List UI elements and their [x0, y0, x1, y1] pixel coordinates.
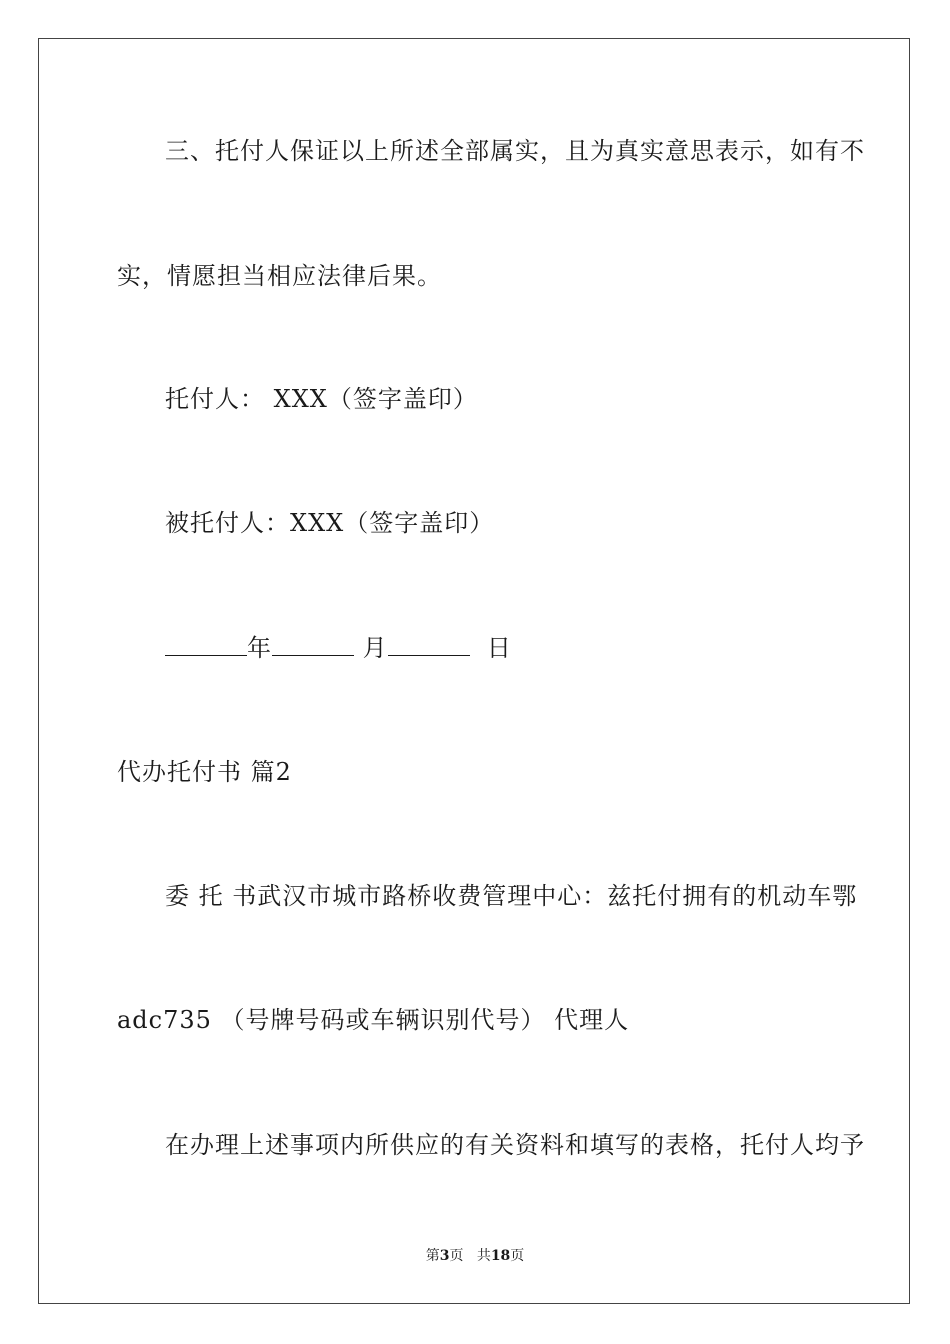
day-label: 日: [486, 634, 512, 662]
paragraph-line-4: adc735 （号牌号码或车辆识别代号） 代理人: [117, 1006, 630, 1034]
paragraph-line-1: 三、托付人保证以上所述全部属实，且为真实意思表示，如有不: [165, 137, 865, 165]
footer-total-suffix: 页: [510, 1248, 525, 1264]
date-line: [165, 633, 512, 663]
page-border: [38, 38, 910, 1304]
principal-signature-line: 托付人： XXX（签字盖印）: [165, 385, 478, 413]
paragraph-line-3: 委 托 书武汉市城市路桥收费管理中心：兹托付拥有的机动车鄂: [165, 882, 858, 910]
year-label: 年: [247, 634, 272, 662]
footer-total-prefix: 共: [476, 1248, 491, 1264]
section-heading: 代办托付书 篇2: [117, 758, 292, 786]
month-blank: [272, 633, 354, 656]
agent-signature-line: 被托付人：XXX（签字盖印）: [165, 509, 495, 537]
footer-total-pages: 18: [490, 1248, 511, 1264]
footer-page-suffix: 页: [449, 1248, 464, 1264]
footer-page-number: 3: [439, 1248, 450, 1264]
year-blank: [165, 633, 247, 656]
day-blank: [388, 633, 470, 656]
page-footer: [0, 1247, 950, 1265]
month-label: 月: [362, 634, 388, 662]
paragraph-line-2: 实，情愿担当相应法律后果。: [117, 262, 442, 290]
paragraph-line-5: 在办理上述事项内所供应的有关资料和填写的表格，托付人均予: [165, 1131, 865, 1159]
footer-page-prefix: 第: [425, 1248, 440, 1264]
